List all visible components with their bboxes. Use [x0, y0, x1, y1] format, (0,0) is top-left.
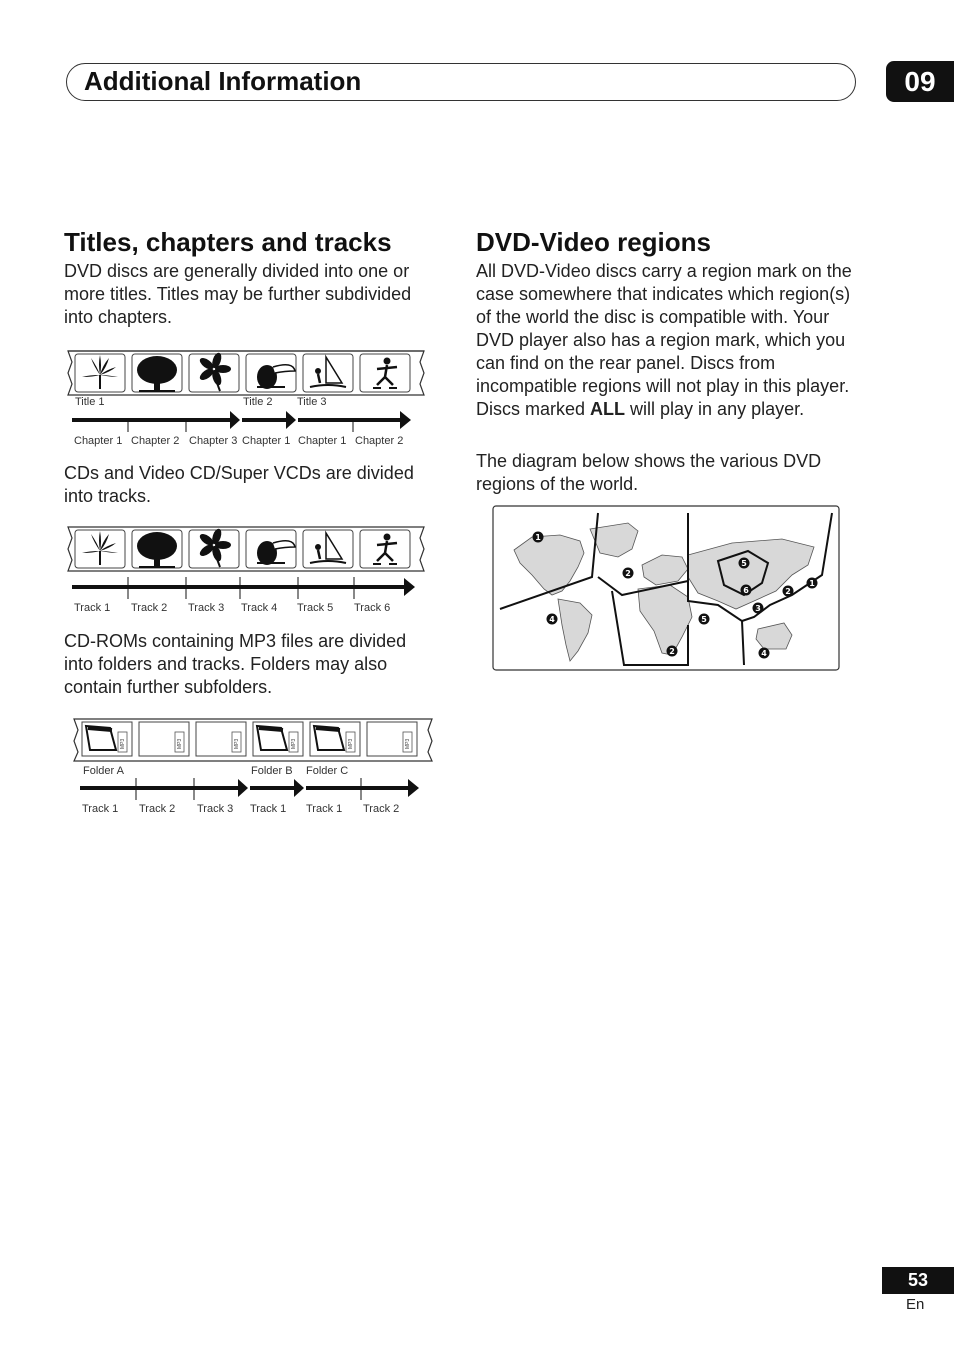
region-number: 2: [669, 647, 675, 656]
dvd-region-world-map: [492, 505, 840, 671]
chapter-label: Chapter 2: [355, 435, 404, 447]
region-number: 2: [785, 587, 791, 596]
chapter-label: Chapter 2: [131, 435, 180, 447]
track-label: Track 1: [74, 602, 111, 614]
folder-label: Folder B: [251, 765, 293, 777]
mp3-track-label: Track 3: [197, 803, 234, 815]
chapter-number-badge: 09: [886, 61, 954, 102]
dvd-structure-paragraph: DVD discs are generally divided into one or more titles. Titles may be further subdivided into chapters.: [64, 261, 412, 327]
chapter-label: Chapter 3: [189, 435, 238, 447]
track-label: Track 6: [354, 602, 391, 614]
mp3-file-label: MP3: [405, 738, 411, 749]
mp3-frame-strip: [70, 716, 436, 764]
region-number: 1: [809, 579, 815, 588]
chapter-label: Chapter 1: [242, 435, 291, 447]
region-number: 5: [701, 615, 707, 624]
chapter-label: Chapter 1: [298, 435, 347, 447]
folder-label: Folder A: [83, 765, 124, 777]
region-number: 2: [625, 569, 631, 578]
folder-label: Folder C: [306, 765, 349, 777]
region-number: 1: [535, 533, 541, 542]
regions-text: All DVD-Video discs carry a region mark on the case somewhere that indicates which region(s) of the world the disc is compatible with. Your DVD player also has a region mark, which you can find on the rear panel. Discs from incompatible regions will not play in this player. Discs marked: [476, 261, 852, 419]
track-label: Track 3: [188, 602, 225, 614]
mp3-track-label: Track 1: [306, 803, 343, 815]
mp3-track-label: Track 2: [363, 803, 400, 815]
track-label: Track 5: [297, 602, 334, 614]
mp3-structure-paragraph: CD-ROMs containing MP3 files are divided into folders and tracks. Folders may also contain further subfolders.: [64, 631, 407, 697]
region-number: 3: [755, 604, 761, 613]
dvd-arrows: [70, 408, 420, 434]
regions-paragraph: [476, 260, 858, 421]
mp3-file-label: MP3: [120, 738, 126, 749]
mp3-file-label: MP3: [177, 738, 183, 749]
mp3-track-label: Track 1: [82, 803, 119, 815]
cd-frame-strip: [62, 524, 428, 574]
region-number: 4: [761, 649, 767, 658]
mp3-file-label: MP3: [234, 738, 240, 749]
language-code: En: [906, 1296, 925, 1313]
page-number: 53: [882, 1267, 954, 1294]
track-label: Track 2: [131, 602, 168, 614]
mp3-file-label: MP3: [348, 738, 354, 749]
section-title: Additional Information: [84, 66, 362, 96]
dvd-regions-heading: DVD-Video regions: [476, 227, 712, 257]
regions-text-end: will play in any player.: [625, 399, 805, 419]
mp3-arrows: [78, 776, 428, 802]
cd-arrows: [70, 575, 420, 601]
mp3-track-label: Track 1: [250, 803, 287, 815]
mp3-track-label: Track 2: [139, 803, 176, 815]
diagram-intro-paragraph: The diagram below shows the various DVD regions of the world.: [476, 451, 822, 494]
region-number: 5: [741, 559, 747, 568]
track-label: Track 4: [241, 602, 278, 614]
title-label: Title 2: [243, 396, 273, 408]
dvd-frame-strip: [62, 348, 428, 398]
titles-chapters-heading: Titles, chapters and tracks: [64, 227, 392, 257]
all-mark: ALL: [590, 399, 626, 419]
region-number: 6: [743, 586, 749, 595]
title-label: Title 3: [297, 396, 327, 408]
mp3-file-label: MP3: [291, 738, 297, 749]
title-label: Title 1: [75, 396, 105, 408]
region-number: 4: [549, 615, 555, 624]
chapter-label: Chapter 1: [74, 435, 123, 447]
cd-structure-paragraph: CDs and Video CD/Super VCDs are divided into tracks.: [64, 463, 414, 506]
